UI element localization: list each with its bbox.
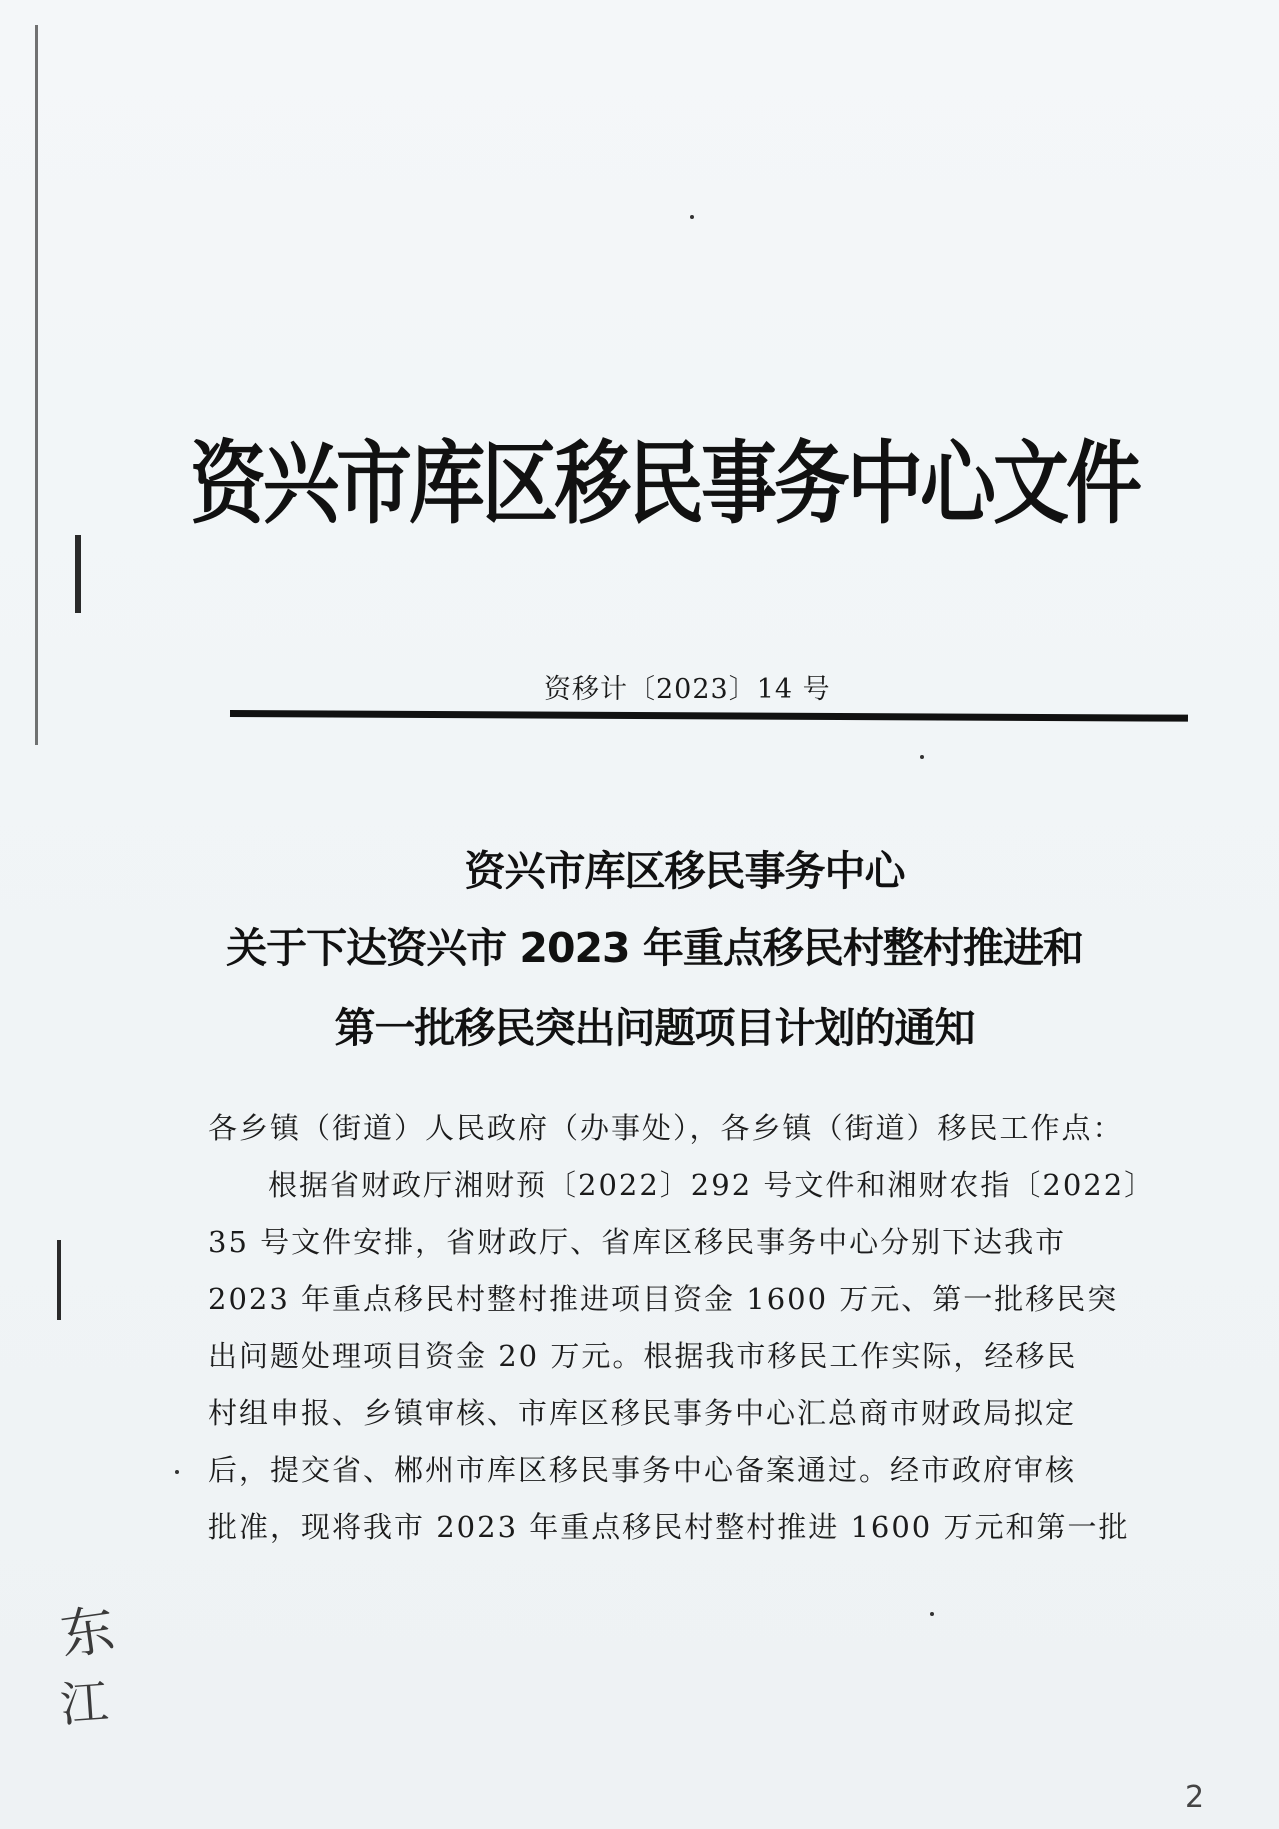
binding-mark xyxy=(57,1240,61,1320)
notice-body xyxy=(208,1100,1156,1556)
notice-title-line-2: 关于下达资兴市 2023 年重点移民村整村推进和 xyxy=(226,924,1083,972)
page-mark: 2 xyxy=(1185,1780,1205,1815)
binding-mark xyxy=(75,535,81,613)
handwritten-note: 东 xyxy=(56,1597,119,1668)
document-number: 资移计〔2023〕14 号 xyxy=(544,674,831,705)
document-header-title: 资兴市库区移民事务中心文件 xyxy=(190,430,1139,536)
salutation: 各乡镇（街道）人民政府（办事处），各乡镇（街道）移民工作点： xyxy=(208,1111,1124,1145)
scan-speck xyxy=(175,1470,179,1474)
body-line: 2023 年重点移民村整村推进项目资金 1600 万元、第一批移民突 xyxy=(208,1282,1119,1316)
body-line: 批准，现将我市 2023 年重点移民村整村推进 1600 万元和第一批 xyxy=(208,1510,1130,1544)
body-line: 35 号文件安排，省财政厅、省库区移民事务中心分别下达我市 xyxy=(208,1225,1067,1259)
body-line: 出问题处理项目资金 20 万元。根据我市移民工作实际，经移民 xyxy=(208,1339,1078,1373)
scan-speck xyxy=(920,755,924,759)
body-line: 根据省财政厅湘财预〔2022〕292 号文件和湘财农指〔2022〕 xyxy=(268,1168,1156,1202)
header-divider xyxy=(230,710,1188,722)
handwritten-note: 江 xyxy=(58,1674,111,1734)
scan-speck xyxy=(930,1612,934,1616)
notice-title-line-3: 第一批移民突出问题项目计划的通知 xyxy=(334,1004,975,1052)
scan-edge-line xyxy=(35,25,38,745)
scan-speck xyxy=(690,215,694,219)
notice-title-line-1: 资兴市库区移民事务中心 xyxy=(464,847,905,895)
body-line: 村组申报、乡镇审核、市库区移民事务中心汇总商市财政局拟定 xyxy=(208,1396,1077,1430)
body-line: 后，提交省、郴州市库区移民事务中心备案通过。经市政府审核 xyxy=(208,1453,1077,1487)
